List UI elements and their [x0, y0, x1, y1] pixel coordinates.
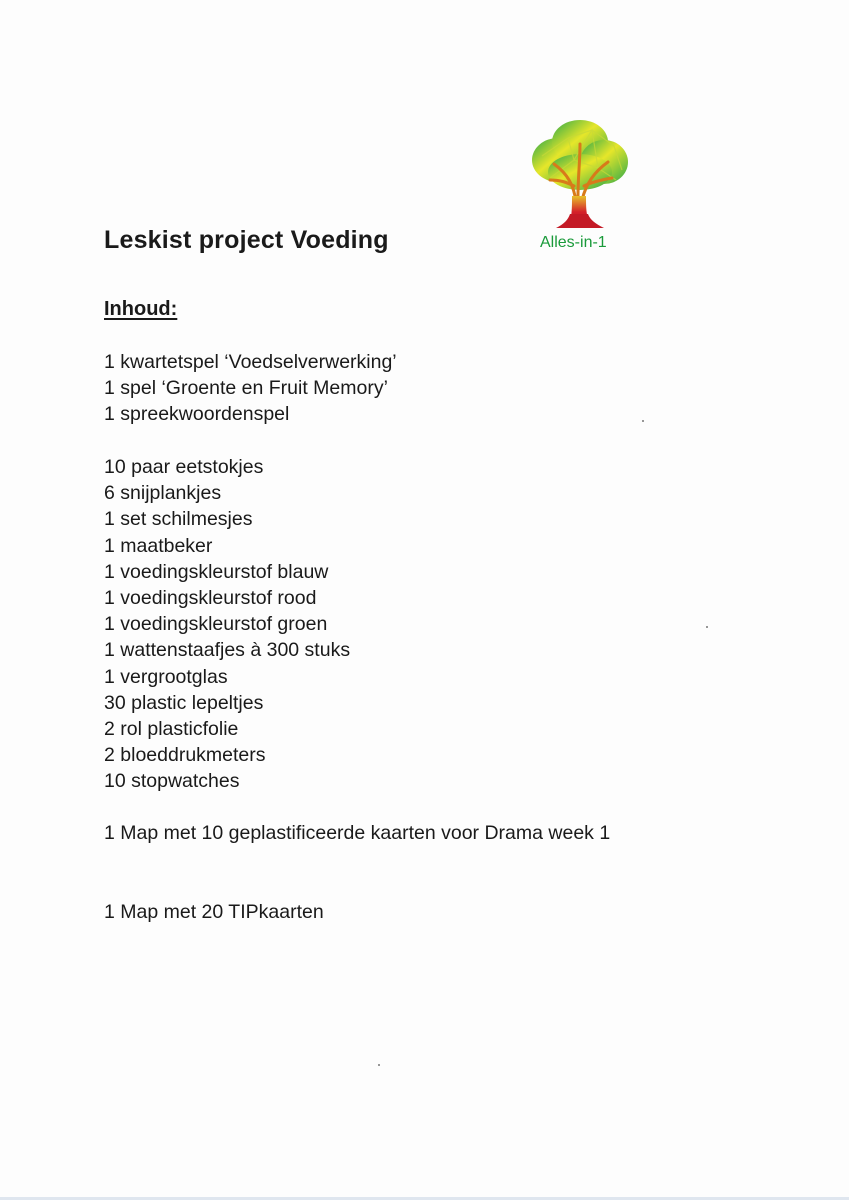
scan-speck	[378, 1064, 380, 1066]
list-item: 1 set schilmesjes	[104, 508, 253, 531]
list-item: 10 stopwatches	[104, 770, 240, 793]
list-item: 1 voedingskleurstof rood	[104, 587, 317, 610]
document-title: Leskist project Voeding	[104, 226, 389, 254]
tree-logo-graphic	[528, 116, 632, 230]
list-item: 1 wattenstaafjes à 300 stuks	[104, 639, 351, 662]
list-item: 2 bloeddrukmeters	[104, 744, 266, 767]
list-item: 1 voedingskleurstof groen	[104, 613, 328, 636]
tree-logo-icon	[528, 116, 632, 230]
list-item: 1 voedingskleurstof blauw	[104, 560, 329, 583]
list-item: 30 plastic lepeltjes	[104, 691, 264, 714]
list-item: 6 snijplankjes	[104, 482, 222, 505]
map-drama-item: 1 Map met 10 geplastificeerde kaarten voor Drama week 1	[104, 822, 611, 844]
materials-list	[104, 454, 350, 795]
scan-speck	[642, 420, 644, 422]
scan-speck	[706, 626, 708, 628]
list-item: 10 paar eetstokjes	[104, 456, 264, 478]
list-item: 1 spel ‘Groente en Fruit Memory’	[104, 377, 388, 400]
section-heading: Inhoud:	[104, 298, 178, 320]
games-list	[104, 349, 397, 428]
logo-caption: Alles-in-1	[540, 234, 607, 251]
list-item: 1 spreekwoordenspel	[104, 403, 290, 426]
map-tip-item: 1 Map met 20 TIPkaarten	[104, 901, 324, 923]
list-item: 2 rol plasticfolie	[104, 718, 239, 741]
list-item: 1 vergrootglas	[104, 665, 228, 688]
list-item: 1 kwartetspel ‘Voedselverwerking’	[104, 351, 397, 373]
list-item: 1 maatbeker	[104, 534, 213, 557]
